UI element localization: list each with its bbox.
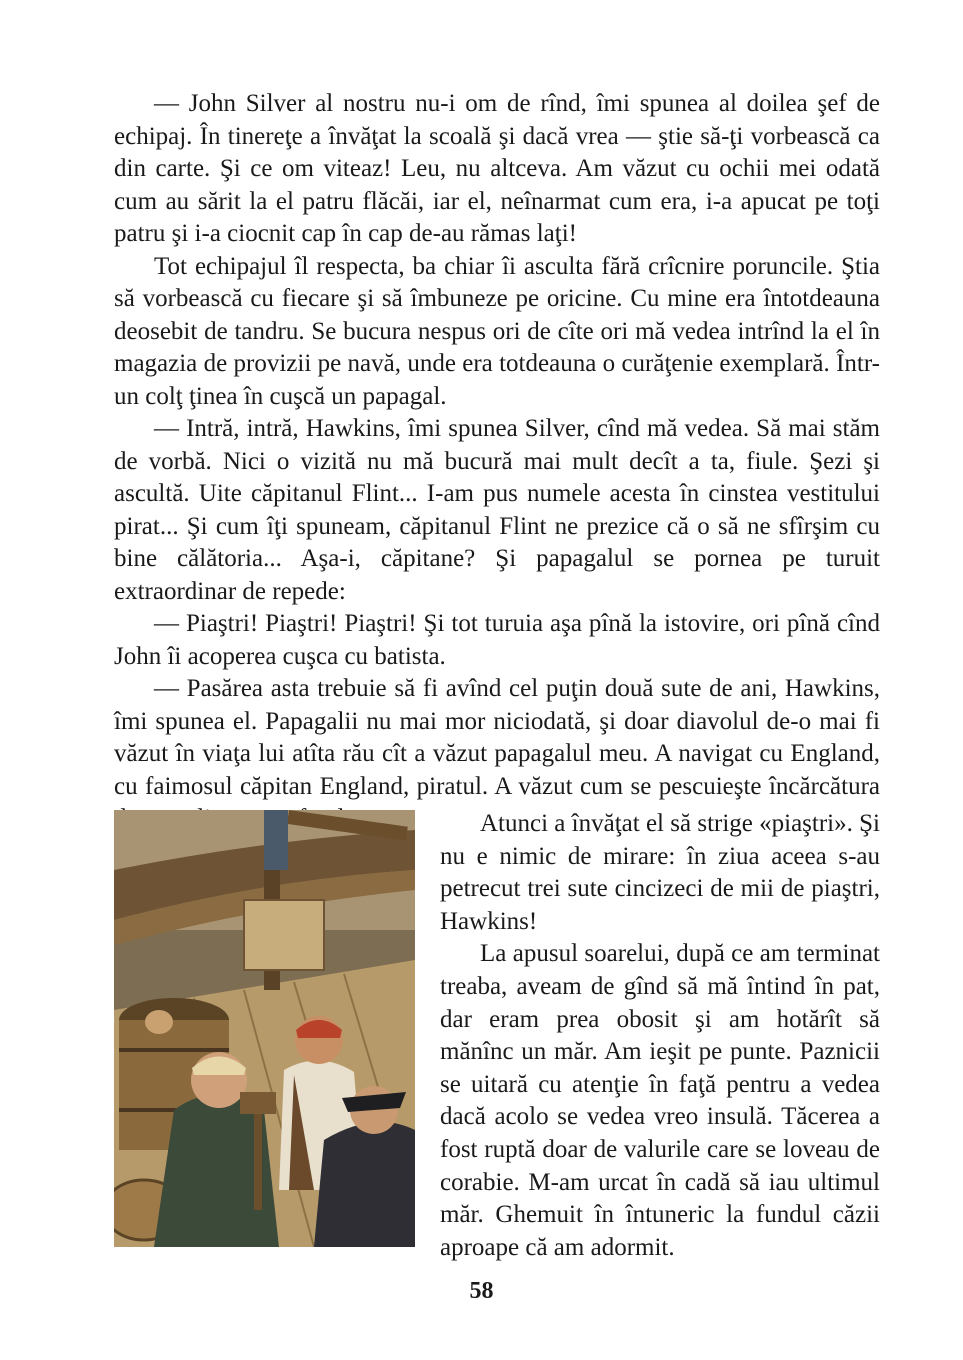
- paragraph-1: — John Silver al nostru nu-i om de rînd, îmi spunea al doilea şef de echipaj. În tinereţe a învăţat la scoală şi dacă vrea — ştie să-ţi vorbească ca din carte. Şi ce om viteaz! Leu, nu altceva. Am văzut cu ochii mei odată cum au sărit la el patru flăcăi, iar el, neînarmat cum era, i-a apucat pe toţi patru şi i-a ciocnit cap în cap de-au rămas laţi!: [114, 90, 880, 247]
- ship-deck-illustration: [114, 810, 415, 1247]
- paragraph-5: — Pasărea asta trebuie să fi avînd cel puţin două sute de ani, Hawkins, îmi spunea el. Papagalii nu mai mor niciodată, şi doar diavolul de-o mai fi văzut în viaţa lui atîta rău cît a văzut papagalul meu. A navigat cu England, cu faimosul căpitan England, piratul. A văzut cum se pescuieşte încărcătura: [114, 675, 880, 800]
- paragraph-2: Tot echipajul îl respecta, ba chiar îi asculta fără crîcnire poruncile. Ştia să vorbească cu fiecare şi să îmbuneze pe oricine. Cu mine era întotdeauna deosebit de tandru. Se bucura nespus ori de cîte ori mă vedea intrînd la el în magazia de provizii pe navă, unde era totdeauna o curăţenie exemplară. Într-un colţ ţinea în cuşcă un papagal.: [114, 252, 880, 410]
- page-number: 58: [469, 1278, 494, 1304]
- side-text-block: [440, 808, 880, 1264]
- paragraph-4: — Piaştri! Piaştri! Piaştri! Şi tot turuia aşa pînă la istovire, ori pînă cînd John îi acoperea cuşca cu batista.: [114, 610, 880, 670]
- sailors-on-deck-picture: [114, 810, 415, 1247]
- side-paragraph-2: La apusul soarelui, după ce am terminat treaba, aveam de gînd să mă întind în pat, dar eram prea obosit şi am hotărît să mănînc un măr. Am ieşit pe punte. Paznicii se uitară cu atenţie în faţă pentru a vedea dacă acolo se vedea vreo insulă. Tăcerea a fost ruptă doar de valurile care se loveau de corabie. M-am urcat în cadă să iau ultimul măr. Ghemuit în întuneric la fundul căzii aproape că am adormit.: [440, 940, 880, 1261]
- side-paragraph-1: Atunci a învăţat el să strige «piaştri». Şi nu e nimic de mirare: în ziua aceea s-au petrecut trei sute cincizeci de mii de piaştri, Hawkins!: [440, 810, 880, 935]
- top-text-block: [114, 88, 880, 836]
- illustration-section: [114, 808, 880, 1261]
- paragraph-3: — Intră, intră, Hawkins, îmi spunea Silver, cînd mă vedea. Să mai stăm de vorbă. Nici o vizită nu mă bucură mai mult decît a ta, fiule. Şezi şi ascultă. Uite căpitanul Flint... I-am pus numele acesta în cinstea vestitului pirat... Şi cum îţi spuneam, căpitanul Flint ne prezice că o să ne sfîrşim cu bine călătoria... Aşa-i, căpitane? Şi papagalul se pornea pe turuit extraordinar de repede:: [114, 415, 880, 605]
